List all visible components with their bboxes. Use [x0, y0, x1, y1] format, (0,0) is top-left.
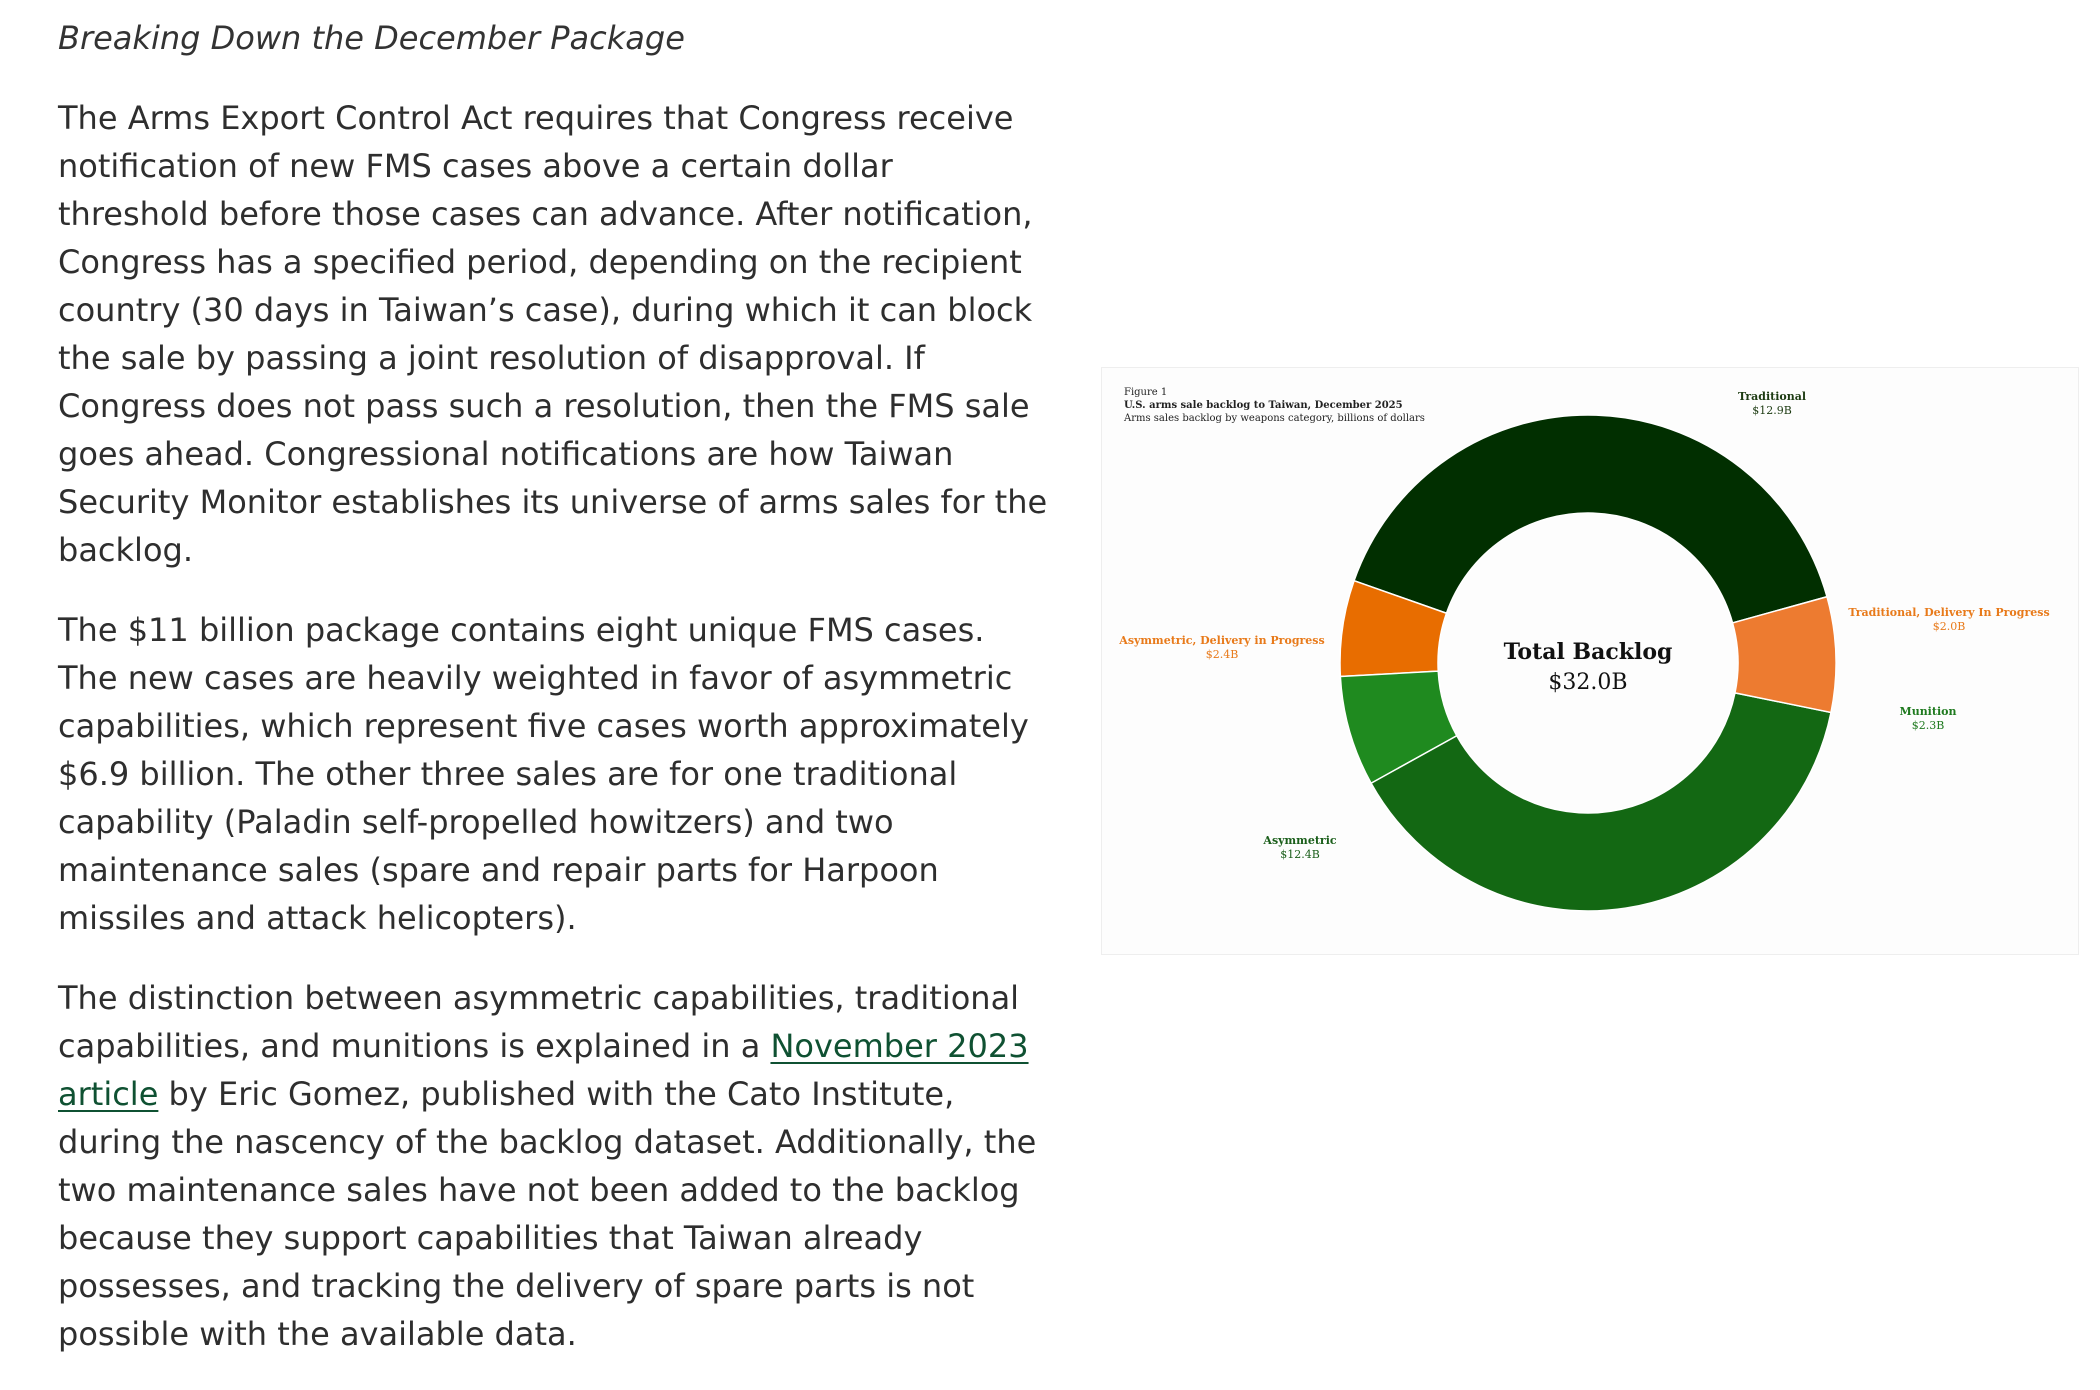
paragraph-distinction-text-2: by Eric Gomez, published with the Cato Institute, during the nascency of the backlog dataset. Additionally, the two maintenance sales have not been added to the backlog because they support capabilities that Taiwan already possesses, and tracking the delivery of spare parts is not possible with the available data. — [58, 1075, 1037, 1353]
article-body — [58, 16, 1048, 1390]
paragraph-package: The $11 billion package contains eight unique FMS cases. The new cases are heavily weighted in favor of asymmetric capabilities, which represent five cases worth approximately $6.9 billion. The other three sales are for one traditional capability (Paladin self-propelled howitzers) and two maintenance sales (spare and repair parts for Harpoon missiles and attack helicopters). — [58, 611, 1029, 937]
november-2023-article-link[interactable]: November 2023 article — [58, 1027, 1029, 1113]
paragraph-notification: The Arms Export Control Act requires that Congress receive notification of new FMS cases above a certain dollar threshold before those cases can advance. After notification, Congress has a specified period, depending on the recipient country (30 days in Taiwan’s case), during which it can block the sale by passing a joint resolution of disapproval. If Congress does not pass such a resolution, then the FMS sale goes ahead. Congressional notifications are how Taiwan Security Monitor establishes its universe of arms sales for the backlog. — [58, 99, 1048, 569]
slice-value-label: $2.0B — [1932, 620, 1966, 633]
slice-value-label: $12.4B — [1280, 848, 1320, 861]
slice-label: Asymmetric — [1263, 834, 1337, 847]
chart-subtitle: Arms sales backlog by weapons category, billions of dollars — [1124, 413, 1425, 424]
slice-label: Munition — [1899, 705, 1957, 718]
chart-title: U.S. arms sale backlog to Taiwan, December 2025 — [1124, 400, 1403, 411]
slice-label: Traditional, Delivery In Progress — [1848, 606, 2050, 619]
slice-value-label: $2.4B — [1205, 648, 1239, 661]
figure-label: Figure 1 — [1124, 387, 1168, 398]
slice-label: Asymmetric, Delivery in Progress — [1119, 634, 1325, 647]
slice-label: Traditional — [1737, 390, 1807, 403]
paragraph-distinction — [58, 974, 1048, 1358]
slice-traditional — [1354, 415, 1827, 623]
section-subheading: Breaking Down the December Package — [58, 19, 685, 57]
slice-value-label: $2.3B — [1911, 719, 1945, 732]
donut-chart — [1102, 368, 2080, 956]
center-total-value: $32.0B — [1548, 670, 1628, 695]
slice-value-label: $12.9B — [1752, 404, 1792, 417]
center-total-title: Total Backlog — [1503, 639, 1673, 665]
paragraph-distinction-text-1: The distinction between asymmetric capabilities, traditional capabilities, and munitions is explained in a — [58, 979, 1020, 1065]
backlog-chart-figure — [1101, 367, 2079, 955]
